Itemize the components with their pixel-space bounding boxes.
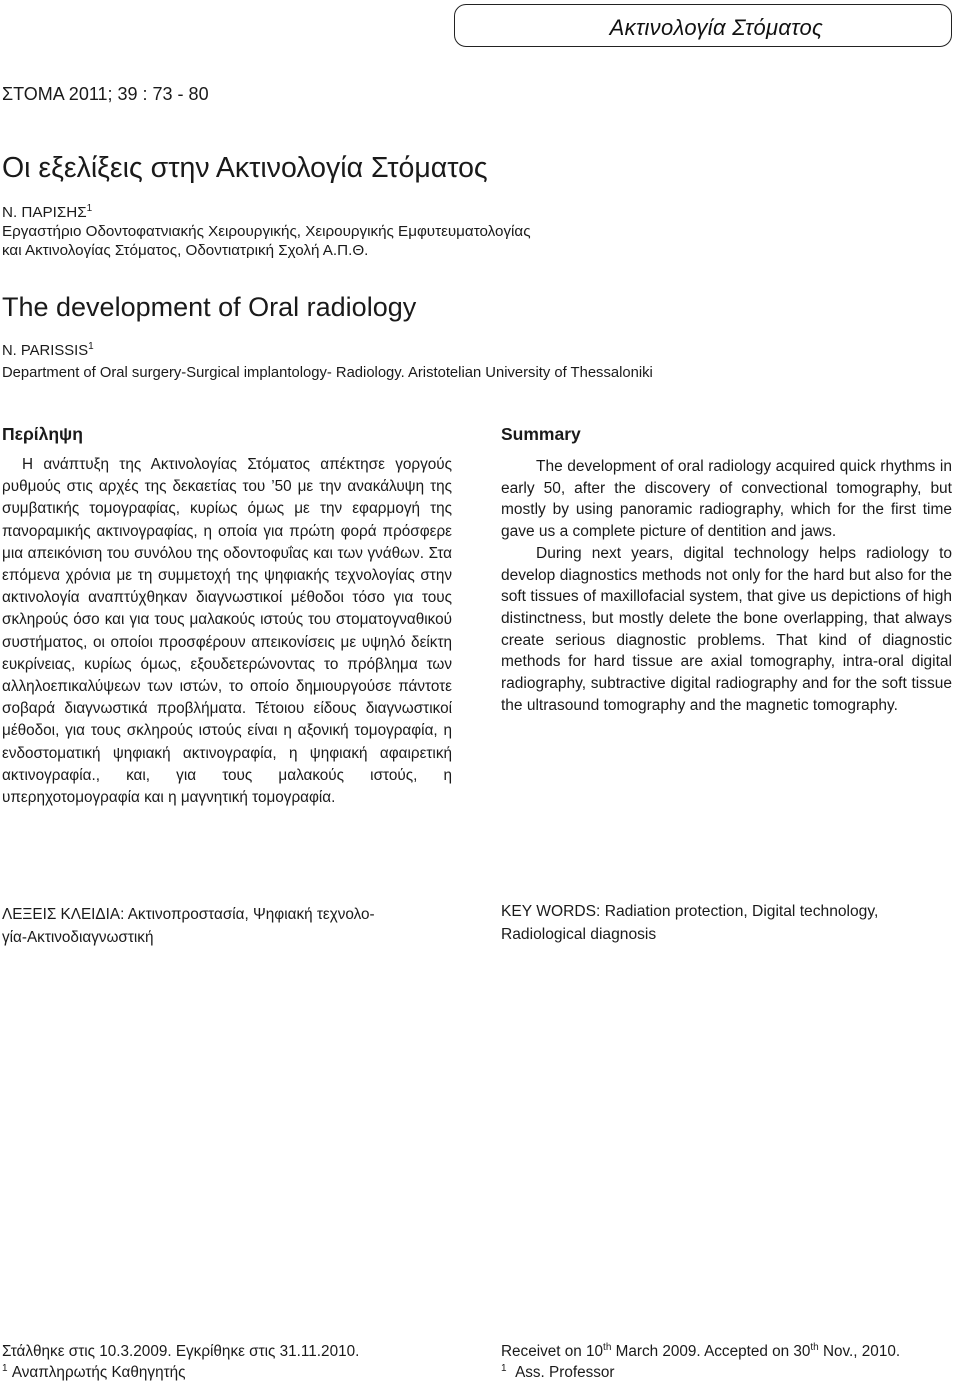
title-greek: Οι εξελίξεις στην Ακτινολογία Στόματος: [2, 152, 488, 184]
author-sup: 1: [86, 202, 93, 214]
author-note-english: $^1$ Ass. Professor: [501, 1362, 615, 1381]
footer-greek: [2, 1341, 359, 1383]
authors-greek: [2, 203, 531, 260]
journal-header-box: [454, 4, 952, 47]
dates-greek: Στάλθηκε στις 10.3.2009. Εγκρίθηκε στις 31.11.2010.: [2, 1343, 360, 1360]
authors-english: [2, 342, 653, 383]
dates-english: Receivet on 10th March 2009. Accepted on 30th Nov., 2010.: [501, 1341, 901, 1360]
affiliation-greek-line-2: και Ακτινολογίας Στόματος, Οδοντιατρική Σχολή Α.Π.Θ.: [2, 242, 369, 259]
affiliation-english: Department of Oral surgery-Surgical implantology- Radiology. Aristotelian University of Thessaloniki: [2, 365, 653, 381]
keywords-greek: ΛΕΞΕΙΣ ΚΛΕΙΔΙΑ: Ακτινοπροστασία, Ψηφιακή τεχνολο- γία-Ακτινοδιαγνωστική: [2, 906, 375, 946]
author-sup: 1: [88, 341, 94, 353]
summary-body: [501, 456, 952, 716]
keywords-english: KEY WORDS: Radiation protection, Digital technology, Radiological diagnosis: [501, 903, 879, 943]
summary-paragraph-1: The development of oral radiology acquired quick rhythms in early 50, after the discovery of convectional tomography, but mostly by using panoramic radiography, which for the first time gave us a complete picture of dentition and jaws.: [501, 458, 952, 541]
abstract-body-greek: Η ανάπτυξη της Ακτινολογίας Στόματος απέκτησε γοργούς ρυθμούς στις αρχές της δεκαετίας του ’50 με την ανακάλυψη της συμβατικής τομογραφίας, κυρίως όμως με την εφαρμογή της πανοραμικής ακτινογραφίας, η οποία για πρώτη φορά πρόσφερε μια απεικόνιση του συνόλου της οδοντοφυΐας και των γνάθων. Στα επόμενα χρόνια με τη συμμετοχή της ψηφιακής τεχνολογίας στην ακτινολογία αναπτύχθηκαν διαγνωστικοί μέθοδοι τόσο για τους σκληρούς όσο και για τους μαλακούς ιστούς του στοματογναθικού συστήματος, οι οποίοι προσφέρουν απεικονίσεις με υψηλό δείκτη ευκρίνειας, κυρίως όμως, εξουδετερώνοντας το πρόβλημα των αλληλοεπικαλύψεων των ιστών, το οποίο δημιουργούσε πάντοτε σοβαρά διαγνωστικά προβλήματα. Τέτοιου είδους διαγνωστικοί μέθοδοι, για τους σκληρούς ιστούς είναι η αξονική τομογραφία, η ενδοστοματική ψηφιακή ακτινογραφία, η ψηφιακή αφαιρετική ακτινογραφία., και, για τους μαλακούς ιστούς, η υπερηχοτομογραφία και η μαγνητική τομογραφία.: [2, 456, 452, 807]
author-note-greek: $^1$ Αναπληρωτής Καθηγητής: [2, 1362, 186, 1381]
author-english: N. PARISSIS$^1$: [2, 341, 94, 359]
summary-paragraph-2: During next years, digital technology helps radiology to develop diagnostics methods not only for the hard but also for the soft tissues of maxillofacial system, that give us depictions of high distinctness, but mostly delete the bone overlapping, that always create serious diagnostic problems. That kind of diagnostic methods for hard tissue are axial tomography, intra-oral digital radiography, subtractive digital radiography and for the soft tissue the ultrasound tomography and the magnetic tomography.: [501, 544, 952, 714]
author-greek: Ν. ΠΑΡΙΣΗΣ$^1$: [2, 202, 93, 221]
footer-english: [501, 1341, 900, 1383]
citation: ΣΤΟΜΑ 2011; 39 : 73 - 80: [2, 84, 209, 104]
affiliation-greek-line-1: Εργαστήριο Οδοντοφατνιακής Χειρουργικής, Χειρουργικής Εμφυτευματολογίας: [2, 223, 531, 240]
title-english: The development of Oral radiology: [2, 292, 417, 322]
journal-name: Ακτινολογία Στόματος: [609, 15, 823, 40]
summary-heading: Summary: [501, 424, 581, 444]
abstract-heading-greek: Περίληψη: [2, 424, 83, 444]
